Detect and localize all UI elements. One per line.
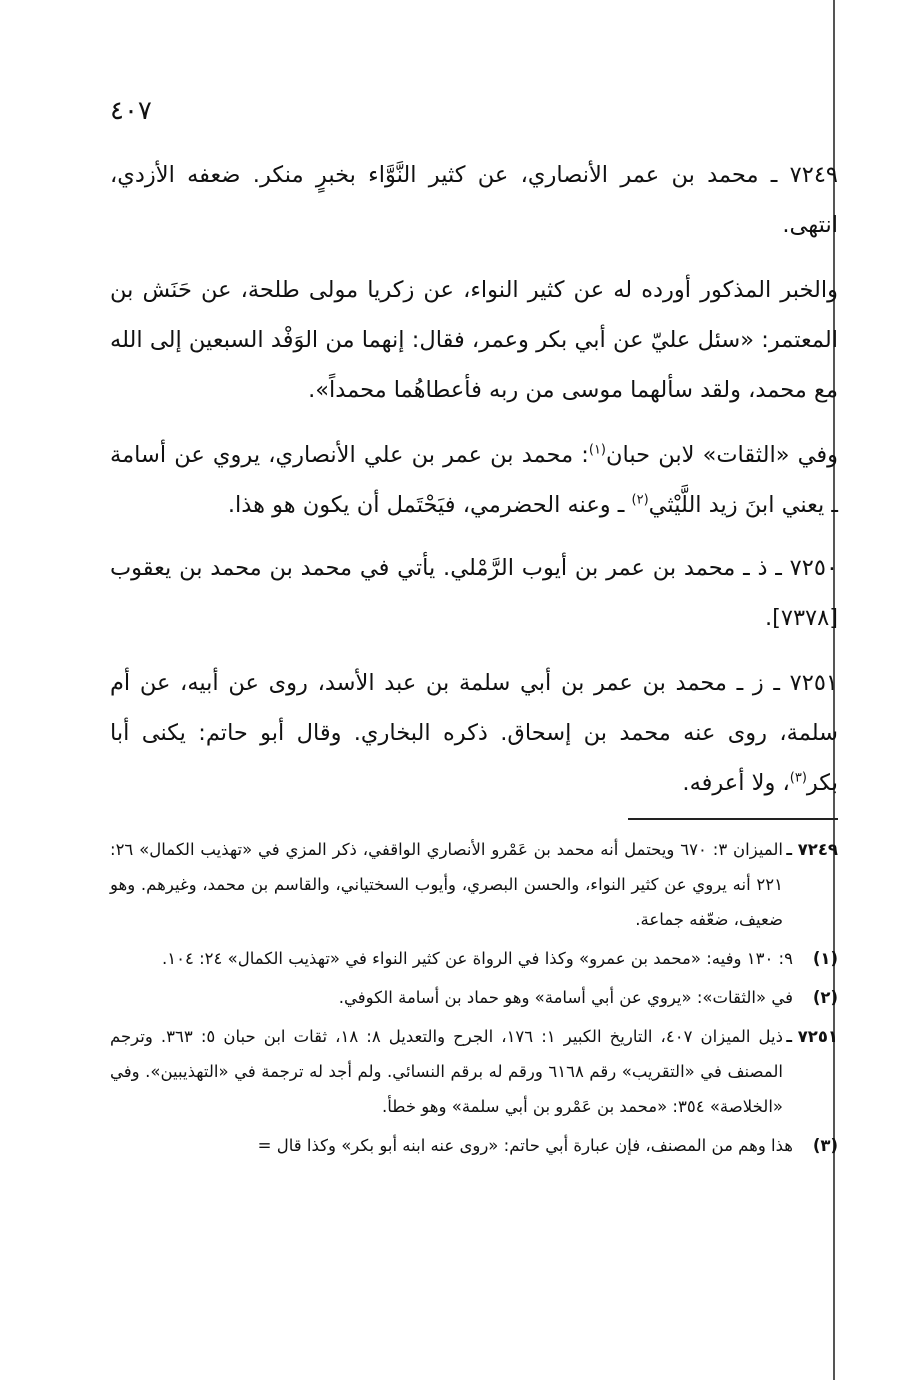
footnote-7251-text: ذيل الميزان ٤٠٧، التاريخ الكبير ١: ١٧٦، الجرح والتعديل ٨: ١٨، ثقات ابن حبان ٥: ٣٦٣. وترجم المصنف في «التقريب» رقم ٦١٦٨ ورقم له برقم النسائي. ولم أجد له ترجمة في «التهذيبين». وفي «الخلاصة» ٣٥٤: «محمد بن عَمْرو بن أبي سلمة» وهو خطأ.: [110, 1027, 783, 1116]
footnote-7249-tag: ٧٢٤٩ ـ: [786, 840, 838, 859]
footnote-1-text: ٩: ١٣٠ وفيه: «محمد بن عمرو» وكذا في الرواة عن كثير النواء في «تهذيب الكمال» ٢٤: ١٠٤.: [162, 949, 793, 968]
main-body: [110, 150, 838, 823]
footnote-7249: [110, 832, 838, 937]
entry-7249-thiqat: [110, 430, 838, 530]
footnote-3: [110, 1128, 838, 1163]
entry-7250: ٧٢٥٠ ـ ذ ـ محمد بن عمر بن أيوب الرَّمْلي. يأتي في محمد بن محمد بن يعقوب [٧٣٧٨].: [110, 555, 838, 631]
footnote-3-text: هذا وهم من المصنف، فإن عبارة أبي حاتم: «روى عنه ابنه أبو بكر» وكذا قال =: [257, 1136, 793, 1155]
footnote-ref-2[interactable]: (٢): [631, 492, 649, 508]
entry-7249-report: والخبر المذكور أورده له عن كثير النواء، عن زكريا مولى طلحة، عن حَنَش بن المعتمر: «سئل عليّ عن أبي بكر وعمر، فقال: إنهما من الوَفْد السبعين إلى الله مع محمد، ولقد سألهما موسى من ربه فأعطاهُما محمداً».: [110, 277, 838, 403]
footnote-2-tag: (٢): [812, 988, 838, 1007]
footnote-2-text: في «الثقات»: «يروي عن أبي أسامة» وهو حماد بن أسامة الكوفي.: [338, 988, 793, 1007]
footnote-2: [110, 980, 838, 1015]
footnote-7251: [110, 1019, 838, 1124]
footnote-1-tag: (١): [812, 949, 838, 968]
entry-7249-thiqat-b: : محمد بن عمر بن علي الأنصاري، يروي عن أسامة ـ يعني ابنَ زيد اللَّيْثي: [110, 442, 838, 518]
footnote-ref-3[interactable]: (٣): [789, 770, 807, 786]
footnotes: [110, 832, 838, 1167]
footnote-1: [110, 941, 838, 976]
entry-7249-heading: ٧٢٤٩ ـ محمد بن عمر الأنصاري، عن كثير النَّوَّاء بخبرٍ منكر. ضعفه الأزدي، انتهى.: [110, 162, 838, 238]
entry-7251-text-a: ٧٢٥١ ـ ز ـ محمد بن عمر بن أبي سلمة بن عبد الأسد، روى عن أبيه، عن أم سلمة، روى عنه محمد بن إسحاق. ذكره البخاري. وقال أبو حاتم: يكنى أبا بكر: [110, 670, 838, 796]
entry-7249-thiqat-c: ـ وعنه الحضرمي، فيَحْتَمل أن يكون هو هذا.: [227, 492, 632, 518]
page-number: ٤٠٧: [110, 96, 152, 126]
entry-7249-thiqat-a: وفي «الثقات» لابن حبان: [606, 442, 838, 468]
entry-7251-text-b: ، ولا أعرفه.: [682, 770, 790, 796]
footnote-7251-tag: ٧٢٥١ ـ: [786, 1027, 838, 1046]
entry-7251: [110, 658, 838, 808]
footnote-3-tag: (٣): [812, 1136, 838, 1155]
footnote-ref-1[interactable]: (١): [588, 442, 606, 458]
footnote-7249-text: الميزان ٣: ٦٧٠ ويحتمل أنه محمد بن عَمْرو الأنصاري الواقفي، ذكر المزي في «تهذيب الكمال» ٢٦: ٢٢١ أنه يروي عن كثير النواء، والحسن البصري، وأيوب السختياني، والقاسم بن محمد، وغيرهم. وهو ضعيف، ضعّفه جماعة.: [110, 840, 783, 929]
footnote-separator: [628, 818, 838, 820]
